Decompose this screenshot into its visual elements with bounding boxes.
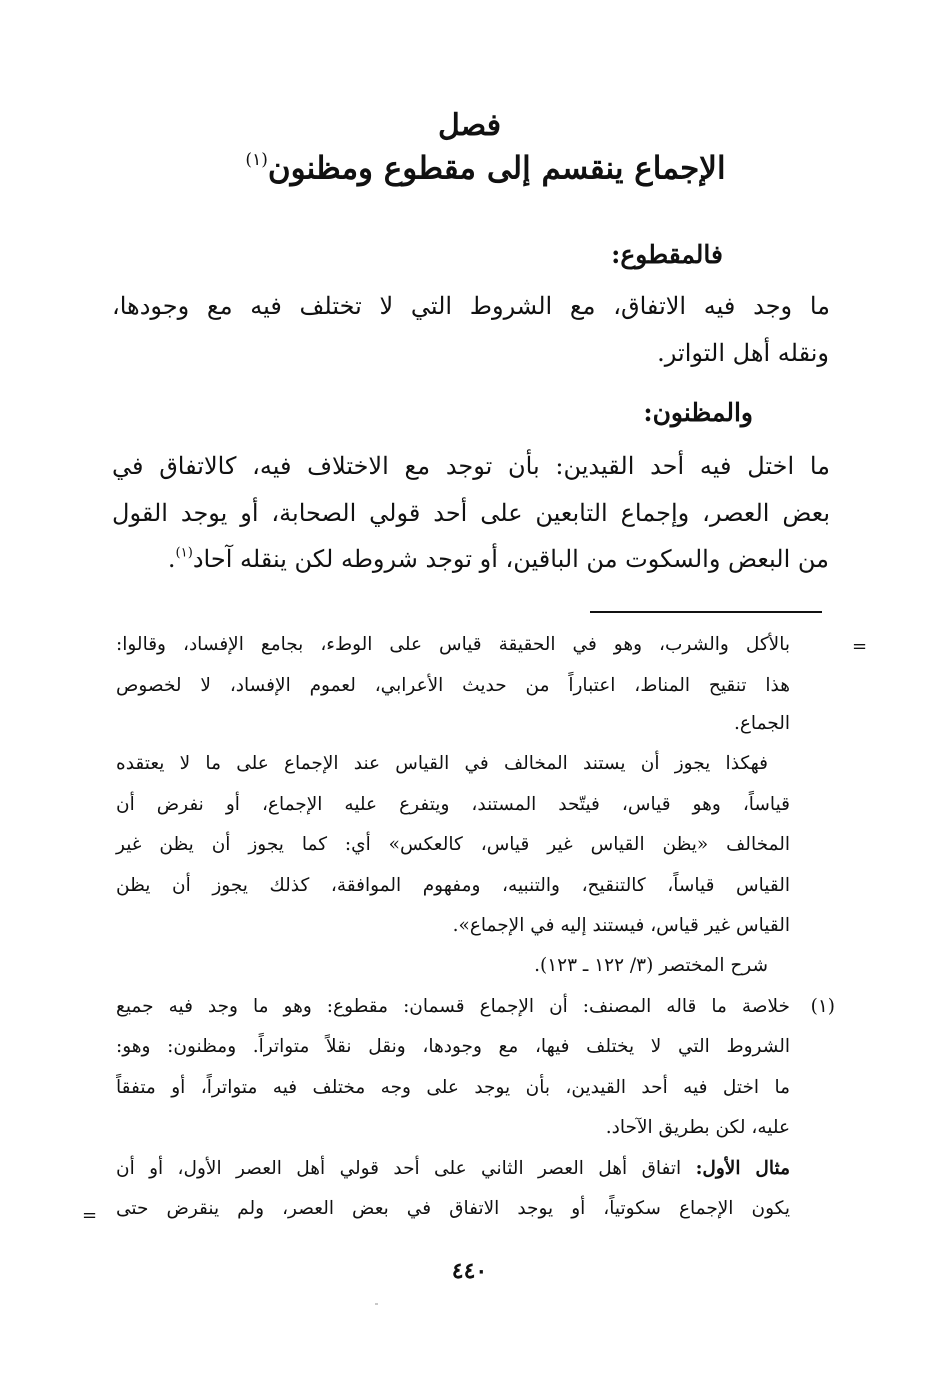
continuation-mark: = bbox=[852, 636, 868, 657]
footnote-line: المخالف «يظن القياس غير قياس، كالعكس» أي: كما يجوز أن يظن غير bbox=[116, 834, 790, 855]
footnote-line: الجماع. bbox=[734, 713, 790, 734]
body-line: ما وجد فيه الاتفاق، مع الشروط التي لا تختلف فيه مع وجودها، bbox=[112, 292, 830, 320]
section-title: فصل bbox=[437, 108, 502, 143]
maqtu-label: فالمقطوع: bbox=[611, 240, 723, 269]
footnote-line: القياس غير قياس، فيستند إليه في الإجماع». bbox=[452, 915, 790, 936]
example-label: مثال الأول: bbox=[695, 1158, 790, 1179]
footnote-line: يكون الإجماع سكوتياً، أو يوجد الاتفاق في بعض العصر، ولم ينقرض حتى bbox=[116, 1198, 790, 1219]
footnote-line: القياس قياساً، كالتنقيح، والتنبيه، ومفهوم الموافقة، كذلك يجوز أن يظن bbox=[116, 875, 790, 896]
footnote-line: بالأكل والشرب، وهو في الحقيقة قياس على الوطء، بجامع الإفساد، وقالوا: bbox=[116, 634, 790, 655]
footnote-separator bbox=[590, 611, 822, 613]
body-line: ونقله أهل التواتر. bbox=[657, 339, 829, 367]
footnote-number: (١) bbox=[810, 996, 835, 1017]
footnote-example-line bbox=[116, 1158, 790, 1179]
footnote-line: ما اختل فيه أحد القيدين، بأن يوجد على وجه مختلف فيه متواتراً، أو متفقاً bbox=[116, 1077, 790, 1098]
body-line-end: . bbox=[167, 545, 176, 573]
scan-speck bbox=[375, 1303, 378, 1305]
footnote-ref: (١) bbox=[245, 150, 268, 170]
body-line: ما اختل فيه أحد القيدين: بأن توجد مع الاختلاف فيه، كالاتفاق في bbox=[112, 452, 830, 480]
footnote-line: هذا تنقيح المناط، اعتباراً من حديث الأعرابي، لعموم الإفساد، لا لخصوص bbox=[116, 675, 790, 696]
continues-mark: = bbox=[82, 1205, 98, 1226]
footnote-line: عليه، لكن بطريق الآحاد. bbox=[605, 1117, 790, 1138]
body-line-last bbox=[168, 545, 829, 573]
footnote-line: فهكذا يجوز أن يستند المخالف في القياس عند الإجماع على ما لا يعتقده bbox=[116, 753, 768, 774]
example-text: اتفاق أهل العصر الثاني على أحد قولي أهل العصر الأول، أو أن bbox=[116, 1158, 682, 1179]
mazhnun-label: والمظنون: bbox=[643, 398, 753, 427]
body-line: بعض العصر، وإجماع التابعين على أحد قولي الصحابة، أو يوجد القول bbox=[112, 499, 830, 527]
footnote-line: قياساً، وهو قياس، فيتّحد المستند، ويتفرع عليه الإجماع، أو نفرض أن bbox=[116, 794, 790, 815]
body-line: من البعض والسكوت من الباقين، أو توجد شروطه لكن ينقله آحاد bbox=[192, 545, 829, 573]
page-number: ٤٤٠ bbox=[451, 1258, 488, 1284]
footnote-source: شرح المختصر (٣/ ١٢٢ ـ ١٢٣). bbox=[534, 955, 768, 976]
section-subtitle bbox=[0, 150, 939, 187]
footnote-line: الشروط التي لا يختلف فيها، مع وجودها، ونقل نقلاً متواتراً. ومظنون: وهو: bbox=[116, 1036, 790, 1057]
footnote-ref: (١) bbox=[175, 545, 193, 561]
footnote-line: خلاصة ما قاله المصنف: أن الإجماع قسمان: مقطوع: وهو ما وجد فيه جميع bbox=[116, 996, 790, 1017]
section-subtitle-text: الإجماع ينقسم إلى مقطوع ومظنون bbox=[267, 150, 726, 187]
